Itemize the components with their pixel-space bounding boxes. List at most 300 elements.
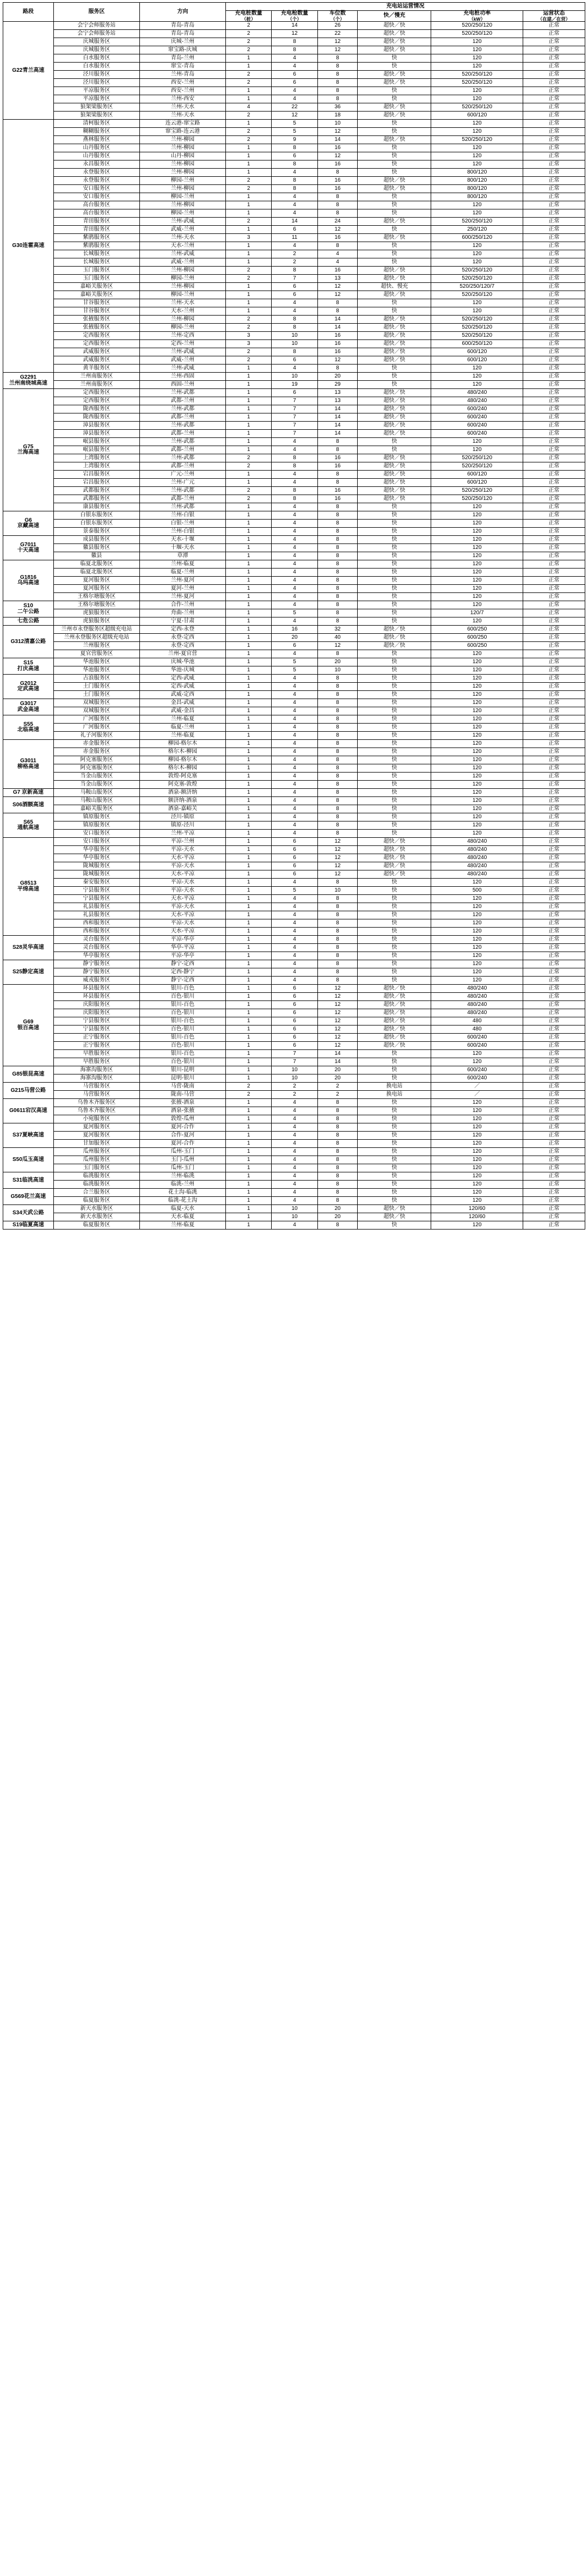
charge-type-cell: 超快／快 xyxy=(358,642,431,650)
direction-cell: 兰州-临夏 xyxy=(139,560,225,569)
service-area-cell: 临洮服务区 xyxy=(53,1181,139,1189)
service-area-cell: 泾川服务区 xyxy=(53,79,139,87)
slot-count-cell: 8 xyxy=(317,617,358,626)
power-cell: 120 xyxy=(431,250,523,258)
direction-cell: 平凉-天水 xyxy=(139,846,225,854)
power-cell: 480/240 xyxy=(431,1001,523,1009)
gun-count-cell: 4 xyxy=(272,503,317,511)
status-cell: 正常 xyxy=(523,283,585,291)
route-code: G569花兰高速 xyxy=(10,1193,46,1200)
power-cell: 120 xyxy=(431,797,523,805)
pile-count-cell: 2 xyxy=(226,487,272,495)
table-row xyxy=(3,691,585,699)
power-cell: 120/60 xyxy=(431,1213,523,1221)
status-cell: 正常 xyxy=(523,870,585,879)
status-cell: 正常 xyxy=(523,748,585,756)
direction-cell: 窜宝路-连云港 xyxy=(139,128,225,136)
charge-type-cell: 快 xyxy=(358,569,431,577)
table-row xyxy=(3,1189,585,1197)
pile-count-cell: 1 xyxy=(226,389,272,397)
route-cell xyxy=(3,1172,54,1189)
direction-cell: 宁夏-甘肃 xyxy=(139,617,225,626)
direction-cell: 平凉-天水 xyxy=(139,919,225,928)
service-area-cell: 紫鹃服务区 xyxy=(53,242,139,250)
pile-count-cell: 1 xyxy=(226,503,272,511)
direction-cell: 天水-平凉 xyxy=(139,854,225,862)
direction-cell: 连云港-窜宝路 xyxy=(139,120,225,128)
charge-type-cell: 超快／快 xyxy=(358,471,431,479)
charge-type-cell: 快 xyxy=(358,209,431,218)
direction-cell: 定西-静宁 xyxy=(139,968,225,977)
charge-type-cell: 快 xyxy=(358,299,431,307)
power-cell: 120 xyxy=(431,1132,523,1140)
table-row xyxy=(3,503,585,511)
charge-type-cell: 快 xyxy=(358,128,431,136)
status-cell: 正常 xyxy=(523,895,585,903)
power-cell: 120 xyxy=(431,209,523,218)
pile-count-cell: 1 xyxy=(226,120,272,128)
table-row xyxy=(3,299,585,307)
power-cell: 480/240 xyxy=(431,397,523,405)
power-cell: 600/120 xyxy=(431,471,523,479)
direction-cell: 庆城-华池 xyxy=(139,658,225,666)
slot-count-cell: 12 xyxy=(317,985,358,993)
charge-type-cell: 超快／快 xyxy=(358,348,431,356)
slot-count-cell: 8 xyxy=(317,919,358,928)
charge-type-cell: 快 xyxy=(358,895,431,903)
status-cell: 正常 xyxy=(523,773,585,781)
charge-type-cell: 快 xyxy=(358,1221,431,1230)
charge-type-cell: 快 xyxy=(358,724,431,732)
charge-type-cell: 快 xyxy=(358,226,431,234)
table-row xyxy=(3,1148,585,1156)
route-code: G22青兰高速 xyxy=(12,67,45,73)
gun-count-cell: 8 xyxy=(272,462,317,471)
table-row xyxy=(3,1205,585,1213)
table-row xyxy=(3,1001,585,1009)
route-cell xyxy=(3,1189,54,1205)
pile-count-cell: 1 xyxy=(226,307,272,316)
slot-count-cell: 16 xyxy=(317,462,358,471)
status-cell: 正常 xyxy=(523,528,585,536)
gun-count-cell: 6 xyxy=(272,389,317,397)
charge-type-cell: 快 xyxy=(358,1074,431,1083)
gun-count-cell: 12 xyxy=(272,112,317,120)
slot-count-cell: 8 xyxy=(317,813,358,821)
table-row xyxy=(3,1050,585,1058)
route-name: 北临高速 xyxy=(17,727,39,733)
slot-count-cell: 12 xyxy=(317,152,358,160)
charge-type-cell: 超快／快 xyxy=(358,854,431,862)
status-cell: 正常 xyxy=(523,1026,585,1034)
table-row xyxy=(3,1058,585,1066)
pile-count-cell: 1 xyxy=(226,536,272,544)
table-row xyxy=(3,373,585,381)
service-area-cell: 定西服务区 xyxy=(53,340,139,348)
service-area-cell: 乌鲁木齐服务区 xyxy=(53,1107,139,1115)
column-header-direction: 方向 xyxy=(139,3,225,22)
table-row xyxy=(3,275,585,283)
slot-count-cell: 8 xyxy=(317,764,358,773)
charge-type-cell: 超快／快 xyxy=(358,1026,431,1034)
route-code: G215马营公路 xyxy=(10,1087,46,1094)
column-header-slot-count-unit: （个） xyxy=(330,16,345,22)
gun-count-cell: 4 xyxy=(272,446,317,454)
gun-count-cell: 4 xyxy=(272,1140,317,1148)
pile-count-cell: 2 xyxy=(226,79,272,87)
charge-type-cell: 超快／快 xyxy=(358,30,431,38)
table-row xyxy=(3,1115,585,1123)
direction-cell: 金昌-武威 xyxy=(139,699,225,707)
slot-count-cell: 8 xyxy=(317,585,358,593)
pile-count-cell: 1 xyxy=(226,160,272,169)
charge-type-cell: 超快／快 xyxy=(358,993,431,1001)
service-area-cell: 张掖服务区 xyxy=(53,324,139,332)
table-row xyxy=(3,160,585,169)
direction-cell: 柳园-兰州 xyxy=(139,291,225,299)
status-cell: 正常 xyxy=(523,691,585,699)
table-row xyxy=(3,120,585,128)
route-cell xyxy=(3,1099,54,1123)
table-row xyxy=(3,577,585,585)
slot-count-cell: 13 xyxy=(317,389,358,397)
status-cell: 正常 xyxy=(523,95,585,103)
pile-count-cell: 1 xyxy=(226,95,272,103)
status-cell: 正常 xyxy=(523,1123,585,1132)
power-cell: 120 xyxy=(431,936,523,944)
pile-count-cell: 1 xyxy=(226,944,272,952)
gun-count-cell: 5 xyxy=(272,887,317,895)
table-row xyxy=(3,103,585,112)
service-area-cell: 海寨沟服务区 xyxy=(53,1074,139,1083)
slot-count-cell: 8 xyxy=(317,609,358,617)
charge-type-cell: 快 xyxy=(358,699,431,707)
slot-count-cell: 8 xyxy=(317,740,358,748)
power-cell: 120 xyxy=(431,144,523,152)
status-cell: 正常 xyxy=(523,919,585,928)
column-header-power-unit: （kW） xyxy=(469,16,486,22)
table-row xyxy=(3,789,585,797)
slot-count-cell: 8 xyxy=(317,650,358,658)
service-area-cell: 白水服务区 xyxy=(53,63,139,71)
service-area-cell: 庆城服务区 xyxy=(53,38,139,46)
gun-count-cell: 6 xyxy=(272,838,317,846)
gun-count-cell: 4 xyxy=(272,528,317,536)
status-cell: 正常 xyxy=(523,511,585,520)
slot-count-cell: 12 xyxy=(317,1026,358,1034)
status-cell: 正常 xyxy=(523,430,585,438)
slot-count-cell: 8 xyxy=(317,1189,358,1197)
gun-count-cell: 4 xyxy=(272,960,317,968)
slot-count-cell: 2 xyxy=(317,1083,358,1091)
status-cell: 正常 xyxy=(523,63,585,71)
table-row xyxy=(3,879,585,887)
column-header-gun-count xyxy=(272,11,317,22)
power-cell: 600/250/120 xyxy=(431,340,523,348)
table-row xyxy=(3,952,585,960)
service-area-cell: 高台服务区 xyxy=(53,209,139,218)
slot-count-cell: 8 xyxy=(317,699,358,707)
charge-type-cell: 快 xyxy=(358,446,431,454)
power-cell: 120 xyxy=(431,365,523,373)
status-cell: 正常 xyxy=(523,1009,585,1017)
slot-count-cell: 8 xyxy=(317,536,358,544)
table-row xyxy=(3,511,585,520)
direction-cell: 定西-兰州 xyxy=(139,340,225,348)
direction-cell: 张掖-酒泉 xyxy=(139,1099,225,1107)
charge-type-cell: 快 xyxy=(358,617,431,626)
pile-count-cell: 2 xyxy=(226,1083,272,1091)
power-cell: 520/250/120 xyxy=(431,30,523,38)
pile-count-cell: 1 xyxy=(226,1115,272,1123)
gun-count-cell: 4 xyxy=(272,593,317,601)
pile-count-cell: 3 xyxy=(226,234,272,242)
gun-count-cell: 5 xyxy=(272,609,317,617)
pile-count-cell: 1 xyxy=(226,1074,272,1083)
table-row xyxy=(3,234,585,242)
pile-count-cell: 1 xyxy=(226,919,272,928)
slot-count-cell: 10 xyxy=(317,666,358,675)
service-area-cell: 兰州南服务区 xyxy=(53,381,139,389)
slot-count-cell: 14 xyxy=(317,316,358,324)
service-area-cell: 威戎服务区 xyxy=(53,977,139,985)
status-cell: 正常 xyxy=(523,250,585,258)
power-cell: 120 xyxy=(431,1107,523,1115)
charge-type-cell: 快 xyxy=(358,960,431,968)
charge-type-cell: 快 xyxy=(358,511,431,520)
status-cell: 正常 xyxy=(523,968,585,977)
power-cell: 120 xyxy=(431,773,523,781)
status-cell: 正常 xyxy=(523,1058,585,1066)
status-cell: 正常 xyxy=(523,79,585,87)
direction-cell: 银川-百色 xyxy=(139,1050,225,1058)
route-code: G7 京新高速 xyxy=(13,789,44,796)
direction-cell: 银川-百色 xyxy=(139,1034,225,1042)
gun-count-cell: 6 xyxy=(272,1042,317,1050)
slot-count-cell: 13 xyxy=(317,275,358,283)
slot-count-cell: 12 xyxy=(317,846,358,854)
power-cell: 120 xyxy=(431,1115,523,1123)
service-area-cell: 灵台服务区 xyxy=(53,936,139,944)
direction-cell: 天水-临夏 xyxy=(139,1213,225,1221)
status-cell: 正常 xyxy=(523,1197,585,1205)
slot-count-cell: 8 xyxy=(317,960,358,968)
table-row xyxy=(3,38,585,46)
direction-cell: 瓜州-玉门 xyxy=(139,1148,225,1156)
direction-cell: 兰州-定西 xyxy=(139,332,225,340)
power-cell: 520/250/120 xyxy=(431,454,523,462)
power-cell: 600/240 xyxy=(431,405,523,413)
gun-count-cell: 8 xyxy=(272,454,317,462)
gun-count-cell: 6 xyxy=(272,846,317,854)
route-cell xyxy=(3,838,54,936)
gun-count-cell: 19 xyxy=(272,381,317,389)
status-cell: 正常 xyxy=(523,552,585,560)
route-name: 兰海高速 xyxy=(17,449,39,456)
service-area-cell: 秦安服务区 xyxy=(53,879,139,887)
pile-count-cell: 1 xyxy=(226,299,272,307)
column-header-pile-count-label: 充电桩数量 xyxy=(235,10,262,16)
pile-count-cell: 1 xyxy=(226,1001,272,1009)
charge-type-cell: 快 xyxy=(358,593,431,601)
direction-cell: 兰州-武威 xyxy=(139,218,225,226)
gun-count-cell: 6 xyxy=(272,993,317,1001)
route-cell xyxy=(3,1205,54,1221)
power-cell: 120 xyxy=(431,1181,523,1189)
slot-count-cell: 8 xyxy=(317,209,358,218)
direction-cell: 酒泉-额济纳 xyxy=(139,789,225,797)
pile-count-cell: 1 xyxy=(226,895,272,903)
pile-count-cell: 1 xyxy=(226,911,272,919)
gun-count-cell: 8 xyxy=(272,324,317,332)
slot-count-cell: 16 xyxy=(317,185,358,193)
slot-count-cell: 14 xyxy=(317,422,358,430)
charge-type-cell: 超快／快 xyxy=(358,1009,431,1017)
status-cell: 正常 xyxy=(523,699,585,707)
charge-type-cell: 快 xyxy=(358,911,431,919)
slot-count-cell: 8 xyxy=(317,1156,358,1164)
table-row xyxy=(3,152,585,160)
direction-cell: 兰州-白银 xyxy=(139,511,225,520)
power-cell: 520/250/120 xyxy=(431,22,523,30)
charge-type-cell: 快 xyxy=(358,1172,431,1181)
slot-count-cell: 16 xyxy=(317,495,358,503)
direction-cell: 兰州-柳园 xyxy=(139,169,225,177)
status-cell: 正常 xyxy=(523,389,585,397)
gun-count-cell: 4 xyxy=(272,683,317,691)
service-area-cell: 王格尔塘服务区 xyxy=(53,601,139,609)
pile-count-cell: 1 xyxy=(226,862,272,870)
gun-count-cell: 8 xyxy=(272,38,317,46)
slot-count-cell: 8 xyxy=(317,242,358,250)
direction-cell: 兰州-天水 xyxy=(139,103,225,112)
power-cell: 120 xyxy=(431,715,523,724)
direction-cell: 白银-兰州 xyxy=(139,520,225,528)
gun-count-cell: 4 xyxy=(272,552,317,560)
slot-count-cell: 16 xyxy=(317,267,358,275)
gun-count-cell: 4 xyxy=(272,169,317,177)
table-row xyxy=(3,316,585,324)
status-cell: 正常 xyxy=(523,479,585,487)
status-cell: 正常 xyxy=(523,1140,585,1148)
charge-type-cell: 超快、慢充 xyxy=(358,283,431,291)
slot-count-cell: 12 xyxy=(317,356,358,365)
direction-cell: 武威-兰州 xyxy=(139,258,225,267)
gun-count-cell: 4 xyxy=(272,536,317,544)
status-cell: 正常 xyxy=(523,316,585,324)
pile-count-cell: 1 xyxy=(226,511,272,520)
power-cell: 600/250 xyxy=(431,642,523,650)
table-row xyxy=(3,936,585,944)
status-cell: 正常 xyxy=(523,821,585,830)
gun-count-cell: 4 xyxy=(272,1123,317,1132)
power-cell: 480/240 xyxy=(431,870,523,879)
gun-count-cell: 2 xyxy=(272,258,317,267)
gun-count-cell: 7 xyxy=(272,1058,317,1066)
charge-type-cell: 超快／快 xyxy=(358,234,431,242)
pile-count-cell: 1 xyxy=(226,1066,272,1074)
service-area-cell: 正宁服务区 xyxy=(53,1042,139,1050)
slot-count-cell: 12 xyxy=(317,38,358,46)
slot-count-cell: 8 xyxy=(317,1148,358,1156)
pile-count-cell: 1 xyxy=(226,634,272,642)
gun-count-cell: 6 xyxy=(272,862,317,870)
table-row xyxy=(3,1164,585,1172)
route-name: 乌玛高速 xyxy=(17,580,39,586)
direction-cell: 兰州-临夏 xyxy=(139,715,225,724)
slot-count-cell: 16 xyxy=(317,177,358,185)
pile-count-cell: 1 xyxy=(226,544,272,552)
charge-type-cell: 超快／快 xyxy=(358,634,431,642)
charge-type-cell: 快 xyxy=(358,552,431,560)
pile-count-cell: 1 xyxy=(226,413,272,422)
direction-cell: 酒泉-嘉峪关 xyxy=(139,805,225,813)
power-cell: 120/60 xyxy=(431,1205,523,1213)
direction-cell: 银川-百色 xyxy=(139,985,225,993)
charge-type-cell: 快 xyxy=(358,250,431,258)
power-cell: 480/240 xyxy=(431,1009,523,1017)
charge-type-cell: 快 xyxy=(358,1107,431,1115)
pile-count-cell: 1 xyxy=(226,479,272,487)
power-cell: 120 xyxy=(431,732,523,740)
service-area-cell: 马鞍山服务区 xyxy=(53,789,139,797)
route-code: S50瓜玉高速 xyxy=(12,1157,44,1163)
status-cell: 正常 xyxy=(523,242,585,250)
charge-type-cell: 快 xyxy=(358,968,431,977)
gun-count-cell: 4 xyxy=(272,903,317,911)
service-area-cell: 华池服务区 xyxy=(53,658,139,666)
status-cell: 正常 xyxy=(523,160,585,169)
status-cell: 正常 xyxy=(523,724,585,732)
table-row xyxy=(3,348,585,356)
direction-cell: 兰州-柳园 xyxy=(139,160,225,169)
table-row xyxy=(3,495,585,503)
pile-count-cell: 2 xyxy=(226,275,272,283)
charge-type-cell: 快 xyxy=(358,1148,431,1156)
slot-count-cell: 8 xyxy=(317,63,358,71)
table-row xyxy=(3,1140,585,1148)
charge-type-cell: 超快／快 xyxy=(358,79,431,87)
table-row xyxy=(3,95,585,103)
status-cell: 正常 xyxy=(523,38,585,46)
status-cell: 正常 xyxy=(523,928,585,936)
gun-count-cell: 7 xyxy=(272,422,317,430)
table-row xyxy=(3,365,585,373)
power-cell: 480/240 xyxy=(431,389,523,397)
pile-count-cell: 1 xyxy=(226,658,272,666)
direction-cell: 天水-平凉 xyxy=(139,870,225,879)
slot-count-cell: 29 xyxy=(317,381,358,389)
gun-count-cell: 4 xyxy=(272,438,317,446)
power-cell: 600/240 xyxy=(431,413,523,422)
status-cell: 正常 xyxy=(523,1001,585,1009)
service-area-cell: 临夏服务区 xyxy=(53,1221,139,1230)
pile-count-cell: 2 xyxy=(226,1091,272,1099)
service-area-cell: 马营服务区 xyxy=(53,1091,139,1099)
status-cell: 正常 xyxy=(523,1189,585,1197)
charge-type-cell: 超快／快 xyxy=(358,103,431,112)
pile-count-cell: 1 xyxy=(226,1123,272,1132)
slot-count-cell: 8 xyxy=(317,471,358,479)
power-cell: 250/120 xyxy=(431,226,523,234)
charge-type-cell: 超快／快 xyxy=(358,22,431,30)
direction-cell: 兰州-武都 xyxy=(139,405,225,413)
table-row xyxy=(3,919,585,928)
pile-count-cell: 1 xyxy=(226,968,272,977)
pile-count-cell: 1 xyxy=(226,666,272,675)
pile-count-cell: 1 xyxy=(226,1058,272,1066)
pile-count-cell: 1 xyxy=(226,430,272,438)
